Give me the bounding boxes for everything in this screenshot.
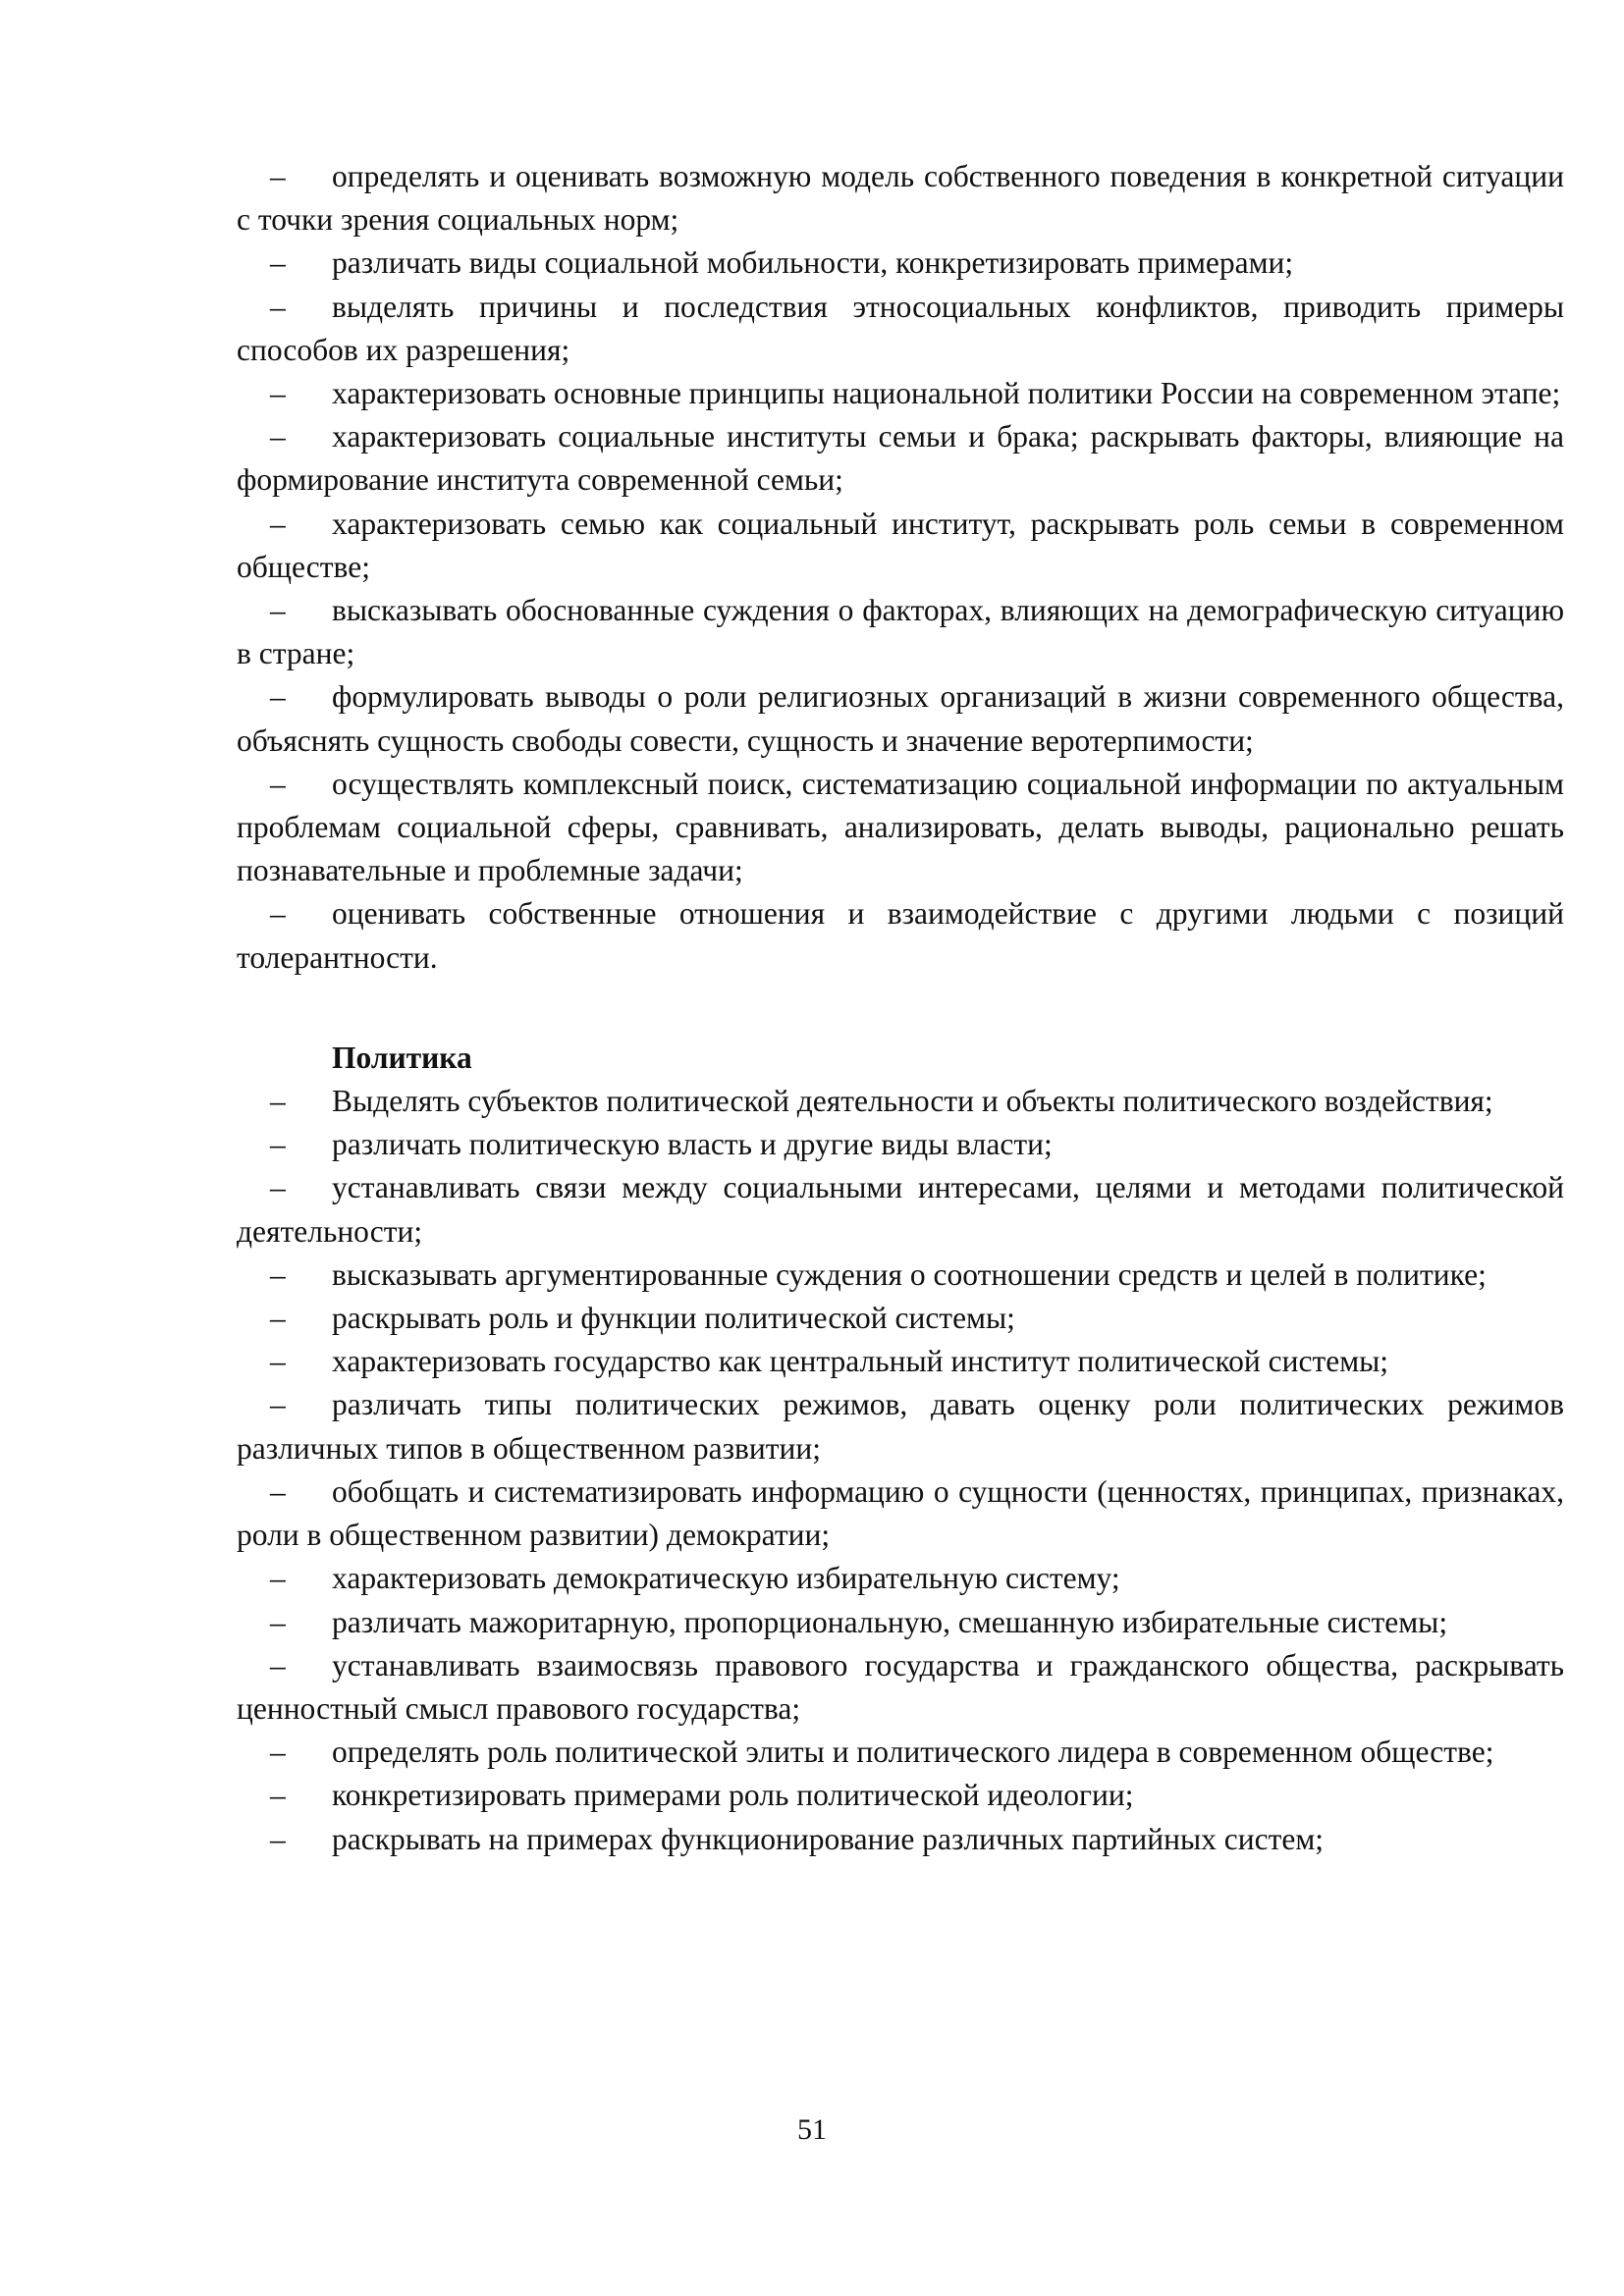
list-item-text: различать мажоритарную, пропорциональную, смешанную избирательные системы; [332, 1604, 1448, 1639]
list-item-text: характеризовать государство как центральный институт политической системы; [332, 1344, 1389, 1379]
list-item-text: различать политическую власть и другие виды власти; [332, 1127, 1053, 1162]
list-item [237, 1644, 1564, 1731]
page-number: 51 [797, 2113, 827, 2146]
list-item [237, 1601, 1564, 1644]
bullet-dash: – [270, 679, 286, 715]
list-item [237, 589, 1564, 675]
list-item [237, 503, 1564, 589]
list-item [237, 1731, 1564, 1774]
section-social-sphere [237, 155, 1564, 980]
list-item-text: высказывать обоснованные суждения о факторах, влияющих на демографическую ситуацию в стране; [237, 593, 1564, 671]
list-item [237, 1470, 1564, 1557]
list-item [237, 1080, 1564, 1123]
list-item-text: характеризовать семью как социальный институт, раскрывать роль семьи в современном обществе; [237, 506, 1564, 584]
bullet-dash: – [270, 1170, 286, 1205]
bullet-dash: – [270, 1561, 286, 1596]
list-item-text: характеризовать социальные институты семьи и брака; раскрывать факторы, влияющие на формирование института современной семьи; [237, 419, 1564, 498]
bullet-dash: – [270, 245, 286, 281]
section-politics [237, 1037, 1564, 1861]
list-item-text: раскрывать на примерах функционирование различных партийных систем; [332, 1821, 1325, 1856]
list-item-text: формулировать выводы о роли религиозных организаций в жизни современного общества, объяснять сущность свободы совести, сущность и значение веротерпимости; [237, 679, 1564, 758]
list-item [237, 1297, 1564, 1340]
bullet-dash: – [270, 159, 286, 193]
list-item [237, 155, 1564, 241]
list-item [237, 1166, 1564, 1253]
list-item [237, 286, 1564, 372]
list-item [237, 372, 1564, 415]
list-item-text: определять и оценивать возможную модель собственного поведения в конкретной ситуации с точки зрения социальных норм; [237, 159, 1564, 238]
list-item-text: высказывать аргументированные суждения о соотношении средств и целей в политике; [332, 1256, 1487, 1292]
list-item [237, 1557, 1564, 1600]
list-item-text: характеризовать демократическую избирательную систему; [332, 1561, 1120, 1596]
bullet-dash: – [270, 1256, 286, 1292]
bullet-dash: – [270, 289, 286, 324]
bullet-dash: – [270, 1821, 286, 1856]
list-item-text: различать виды социальной мобильности, конкретизировать примерами; [332, 245, 1294, 281]
bullet-dash: – [270, 766, 286, 801]
list-item [237, 1340, 1564, 1383]
list-item-text: оценивать собственные отношения и взаимодействие с другими людьми с позиций толерантности. [237, 896, 1564, 975]
bullet-dash: – [270, 1084, 286, 1119]
bullet-dash: – [270, 593, 286, 628]
list-item-text: осуществлять комплексный поиск, систематизацию социальной информации по актуальным проблемам социальной сферы, сравнивать, анализировать, делать выводы, рационально решать познавательные и проблемные задачи; [237, 766, 1564, 888]
list-item-text: устанавливать связи между социальными интересами, целями и методами политической деятельности; [237, 1170, 1564, 1249]
bullet-dash: – [270, 1301, 286, 1336]
list-item [237, 1123, 1564, 1166]
bullet-dash: – [270, 1473, 286, 1509]
list-item [237, 1383, 1564, 1469]
list-item-text: различать типы политических режимов, давать оценку роли политических режимов различных типов в общественном развитии; [237, 1387, 1564, 1466]
list-item [237, 241, 1564, 285]
list-item-text: устанавливать взаимосвязь правового государства и гражданского общества, раскрывать ценностный смысл правового государства; [237, 1647, 1564, 1726]
list-item [237, 415, 1564, 502]
bullet-dash: – [270, 419, 286, 454]
bullet-dash: – [270, 1127, 286, 1162]
list-item [237, 892, 1564, 979]
page-content [237, 155, 1564, 1861]
bullet-dash: – [270, 506, 286, 541]
list-item [237, 1774, 1564, 1817]
bullet-dash: – [270, 1735, 286, 1770]
list-item-text: характеризовать основные принципы национальной политики России на современном этапе; [332, 376, 1561, 411]
list-item [237, 1254, 1564, 1297]
bullet-dash: – [270, 1604, 286, 1639]
list-item [237, 1818, 1564, 1861]
list-item-text: конкретизировать примерами роль политической идеологии; [332, 1778, 1134, 1813]
list-item-text: выделять причины и последствия этносоциальных конфликтов, приводить примеры способов их разрешения; [237, 289, 1564, 367]
section-politics-list [237, 1080, 1564, 1861]
bullet-dash: – [270, 1778, 286, 1813]
bullet-dash: – [270, 1387, 286, 1422]
list-item [237, 763, 1564, 893]
list-item-text: Выделять субъектов политической деятельности и объекты политического воздействия; [332, 1084, 1493, 1119]
list-item [237, 675, 1564, 762]
bullet-dash: – [270, 1344, 286, 1379]
bullet-dash: – [270, 376, 286, 411]
list-item-text: обобщать и систематизировать информацию о сущности (ценностях, принципах, признаках, роли в общественном развитии) демократии; [237, 1473, 1564, 1553]
section-gap [237, 980, 1564, 1037]
section-heading: Политика [332, 1040, 472, 1075]
bullet-dash: – [270, 1647, 286, 1682]
bullet-dash: – [270, 896, 286, 932]
list-item-text: раскрывать роль и функции политической системы; [332, 1301, 1015, 1336]
list-item-text: определять роль политической элиты и политического лидера в современном обществе; [332, 1735, 1494, 1770]
